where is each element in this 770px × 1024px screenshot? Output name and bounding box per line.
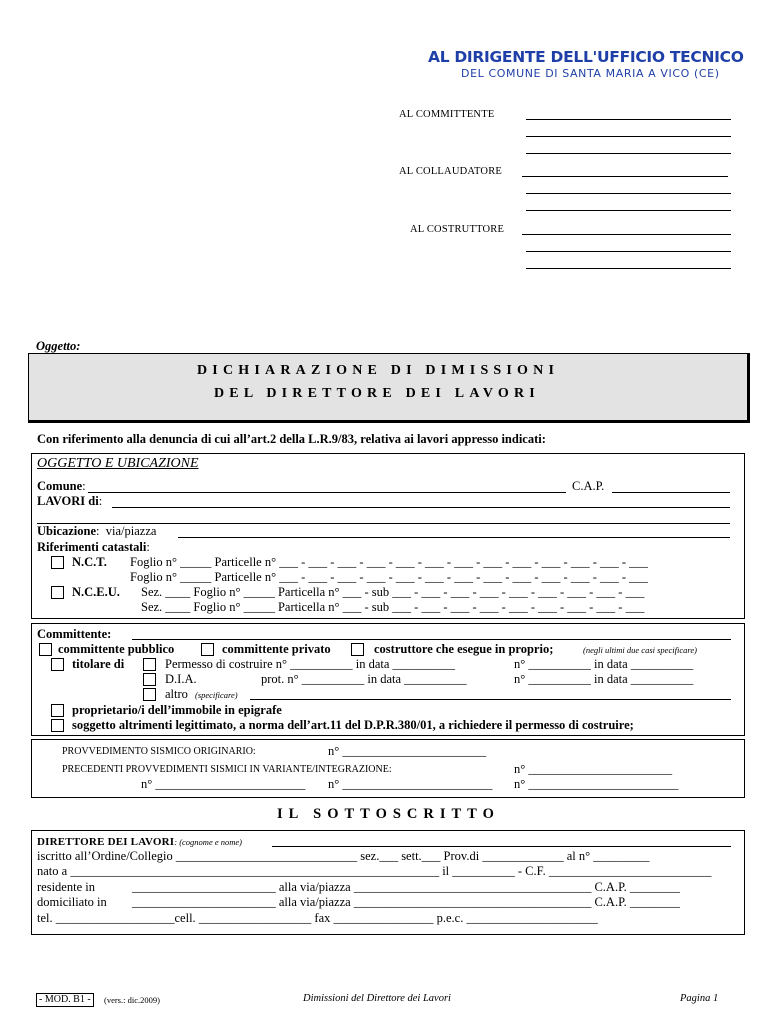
dia-checkbox[interactable]	[143, 673, 156, 686]
soggetto-legittimato-checkbox[interactable]	[51, 719, 64, 732]
proprietario-checkbox[interactable]	[51, 704, 64, 717]
recipient-costruttore-label: AL COSTRUTTORE	[410, 224, 505, 235]
nceu-row-2[interactable]: Sez. ____ Foglio n° _____ Particella n° ___ - sub ___ - ___ - ___ - ___ - ___ - ___ - ___ - ___ - ___	[141, 600, 645, 614]
recipient-collaudatore-line-1[interactable]	[522, 176, 728, 177]
comune-label: Comune	[37, 479, 83, 493]
permesso-checkbox[interactable]	[143, 658, 156, 671]
recipient-committente-line-2[interactable]	[526, 136, 731, 137]
titolare-label: titolare di	[72, 657, 125, 671]
cognome-nome-note: : (cognome e nome)	[174, 837, 242, 847]
recipient-costruttore-line-1[interactable]	[522, 234, 731, 235]
recipient-collaudatore-label: AL COLLAUDATORE	[399, 166, 503, 177]
sottoscritto-heading: IL SOTTOSCRITTO	[277, 806, 500, 822]
riferimenti-label: Riferimenti catastali	[37, 540, 147, 554]
recipient-committente-line-3[interactable]	[526, 153, 731, 154]
addressee-subtitle: DEL COMUNE DI SANTA MARIA A VICO (CE)	[461, 67, 720, 80]
titolare-checkbox[interactable]	[51, 658, 64, 671]
ubicazione-label: Ubicazione	[37, 524, 97, 538]
direttore-name-field[interactable]	[272, 846, 731, 847]
cap-field[interactable]	[612, 492, 730, 493]
contatti-row[interactable]: tel. ___________________cell. __________________ fax ________________ p.e.c. _____________________	[37, 911, 598, 925]
document-title-line-2: DEL DIRETTORE DEI LAVORI	[214, 386, 540, 401]
nceu-row-1[interactable]: Sez. ____ Foglio n° _____ Particella n° ___ - sub ___ - ___ - ___ - ___ - ___ - ___ - ___ - ___ - ___	[141, 585, 645, 599]
iscritto-row[interactable]: iscritto all’Ordine/Collegio _____________________________ sez.___ sett.___ Prov.di _____________ al n° _________	[37, 849, 650, 863]
provvedimenti-precedenti-n-1[interactable]: n° _______________________	[514, 762, 673, 776]
comune-field[interactable]	[88, 492, 566, 493]
form-version: (vers.: dic.2009)	[104, 995, 160, 1005]
footer-document-name: Dimissioni del Direttore dei Lavori	[303, 993, 451, 1004]
dia-prot-row[interactable]: prot. n° __________ in data __________	[261, 672, 467, 686]
nato-row[interactable]: nato a ___________________________________________________________ il __________ - C.F. __________________________	[37, 864, 712, 878]
document-title-line-1: DICHIARAZIONE DI DIMISSIONI	[197, 363, 560, 378]
committente-privato-label: committente privato	[222, 642, 331, 656]
dia-label: D.I.A.	[165, 672, 197, 686]
committente-label: Committente:	[37, 627, 112, 641]
provvedimento-originario-label: PROVVEDIMENTO SISMICO ORIGINARIO:	[62, 746, 256, 757]
permesso-n-row[interactable]: n° __________ in data __________	[514, 657, 694, 671]
recipient-committente-label: AL COMMITTENTE	[399, 109, 495, 120]
recipient-collaudatore-line-2[interactable]	[526, 193, 731, 194]
direttore-row	[37, 834, 242, 849]
recipient-costruttore-line-2[interactable]	[526, 251, 731, 252]
provvedimenti-precedenti-n-3[interactable]: n° ________________________	[328, 777, 493, 791]
recipient-collaudatore-line-3[interactable]	[526, 210, 731, 211]
provvedimenti-precedenti-n-4[interactable]: n° ________________________	[514, 777, 679, 791]
committente-pubblico-label: committente pubblico	[58, 642, 175, 656]
lavori-field-1[interactable]	[112, 507, 730, 508]
nceu-label: N.C.E.U.	[72, 585, 120, 599]
costruttore-proprio-checkbox[interactable]	[351, 643, 364, 656]
committente-field[interactable]	[132, 639, 731, 640]
domiciliato-label: domiciliato in	[37, 895, 107, 909]
provvedimento-originario-n[interactable]: n° _______________________	[328, 744, 487, 758]
costruttore-proprio-label: costruttore che esegue in proprio;	[374, 642, 554, 656]
intro-text: Con riferimento alla denuncia di cui all’art.2 della L.R.9/83, relativa ai lavori appresso indicati:	[37, 432, 546, 446]
altro-field[interactable]	[250, 699, 731, 700]
oggetto-ubicazione-heading: OGGETTO E UBICAZIONE	[37, 456, 199, 471]
cap-label: C.A.P.	[572, 479, 605, 493]
oggetto-label: Oggetto:	[36, 339, 81, 353]
residente-label: residente in	[37, 880, 95, 894]
specificare-note: (negli ultimi due casi specificare)	[583, 645, 697, 655]
nct-row-2[interactable]: Foglio n° _____ Particelle n° ___ - ___ - ___ - ___ - ___ - ___ - ___ - ___ - ___ - ___ - ___ - ___ - ___	[130, 570, 648, 584]
altro-specificare-note: (specificare)	[195, 690, 238, 700]
ubicazione-field[interactable]	[178, 537, 730, 538]
nct-row-1[interactable]: Foglio n° _____ Particelle n° ___ - ___ - ___ - ___ - ___ - ___ - ___ - ___ - ___ - ___ - ___ - ___ - ___	[130, 555, 648, 569]
soggetto-legittimato-label: soggetto altrimenti legittimato, a norma dell’art.11 del D.P.R.380/01, a richiedere il permesso di costruire;	[72, 718, 634, 732]
provvedimenti-precedenti-label: PRECEDENTI PROVVEDIMENTI SISMICI IN VARIANTE/INTEGRAZIONE:	[62, 764, 392, 775]
altro-checkbox[interactable]	[143, 688, 156, 701]
lavori-row: LAVORI di:	[37, 494, 103, 508]
nct-label: N.C.T.	[72, 555, 107, 569]
form-code: - MOD. B1 -	[36, 993, 94, 1007]
direttore-label: DIRETTORE DEI LAVORI	[37, 836, 175, 848]
residente-row[interactable]: _______________________ alla via/piazza ______________________________________ C.A.P. ________	[132, 880, 680, 894]
provvedimenti-precedenti-n-2[interactable]: n° ________________________	[141, 777, 306, 791]
recipient-costruttore-line-3[interactable]	[526, 268, 731, 269]
altro-label: altro	[165, 687, 188, 701]
permesso-row[interactable]: Permesso di costruire n° __________ in data __________	[165, 657, 456, 671]
lavori-label: LAVORI di	[37, 494, 99, 508]
via-piazza-label: via/piazza	[105, 524, 157, 538]
riferimenti-row: Riferimenti catastali:	[37, 540, 150, 554]
proprietario-label: proprietario/i dell’immobile in epigrafe	[72, 703, 282, 717]
page-number: Pagina 1	[680, 993, 719, 1004]
addressee-title: AL DIRIGENTE DELL'UFFICIO TECNICO	[428, 48, 744, 66]
dia-n-row[interactable]: n° __________ in data __________	[514, 672, 694, 686]
committente-privato-checkbox[interactable]	[201, 643, 214, 656]
recipient-committente-line-1[interactable]	[526, 119, 731, 120]
nceu-checkbox[interactable]	[51, 586, 64, 599]
nct-checkbox[interactable]	[51, 556, 64, 569]
ubicazione-row: Ubicazione: via/piazza	[37, 524, 157, 538]
committente-pubblico-checkbox[interactable]	[39, 643, 52, 656]
domiciliato-row[interactable]: _______________________ alla via/piazza ______________________________________ C.A.P. ________	[132, 895, 680, 909]
comune-row: Comune:	[37, 479, 86, 493]
